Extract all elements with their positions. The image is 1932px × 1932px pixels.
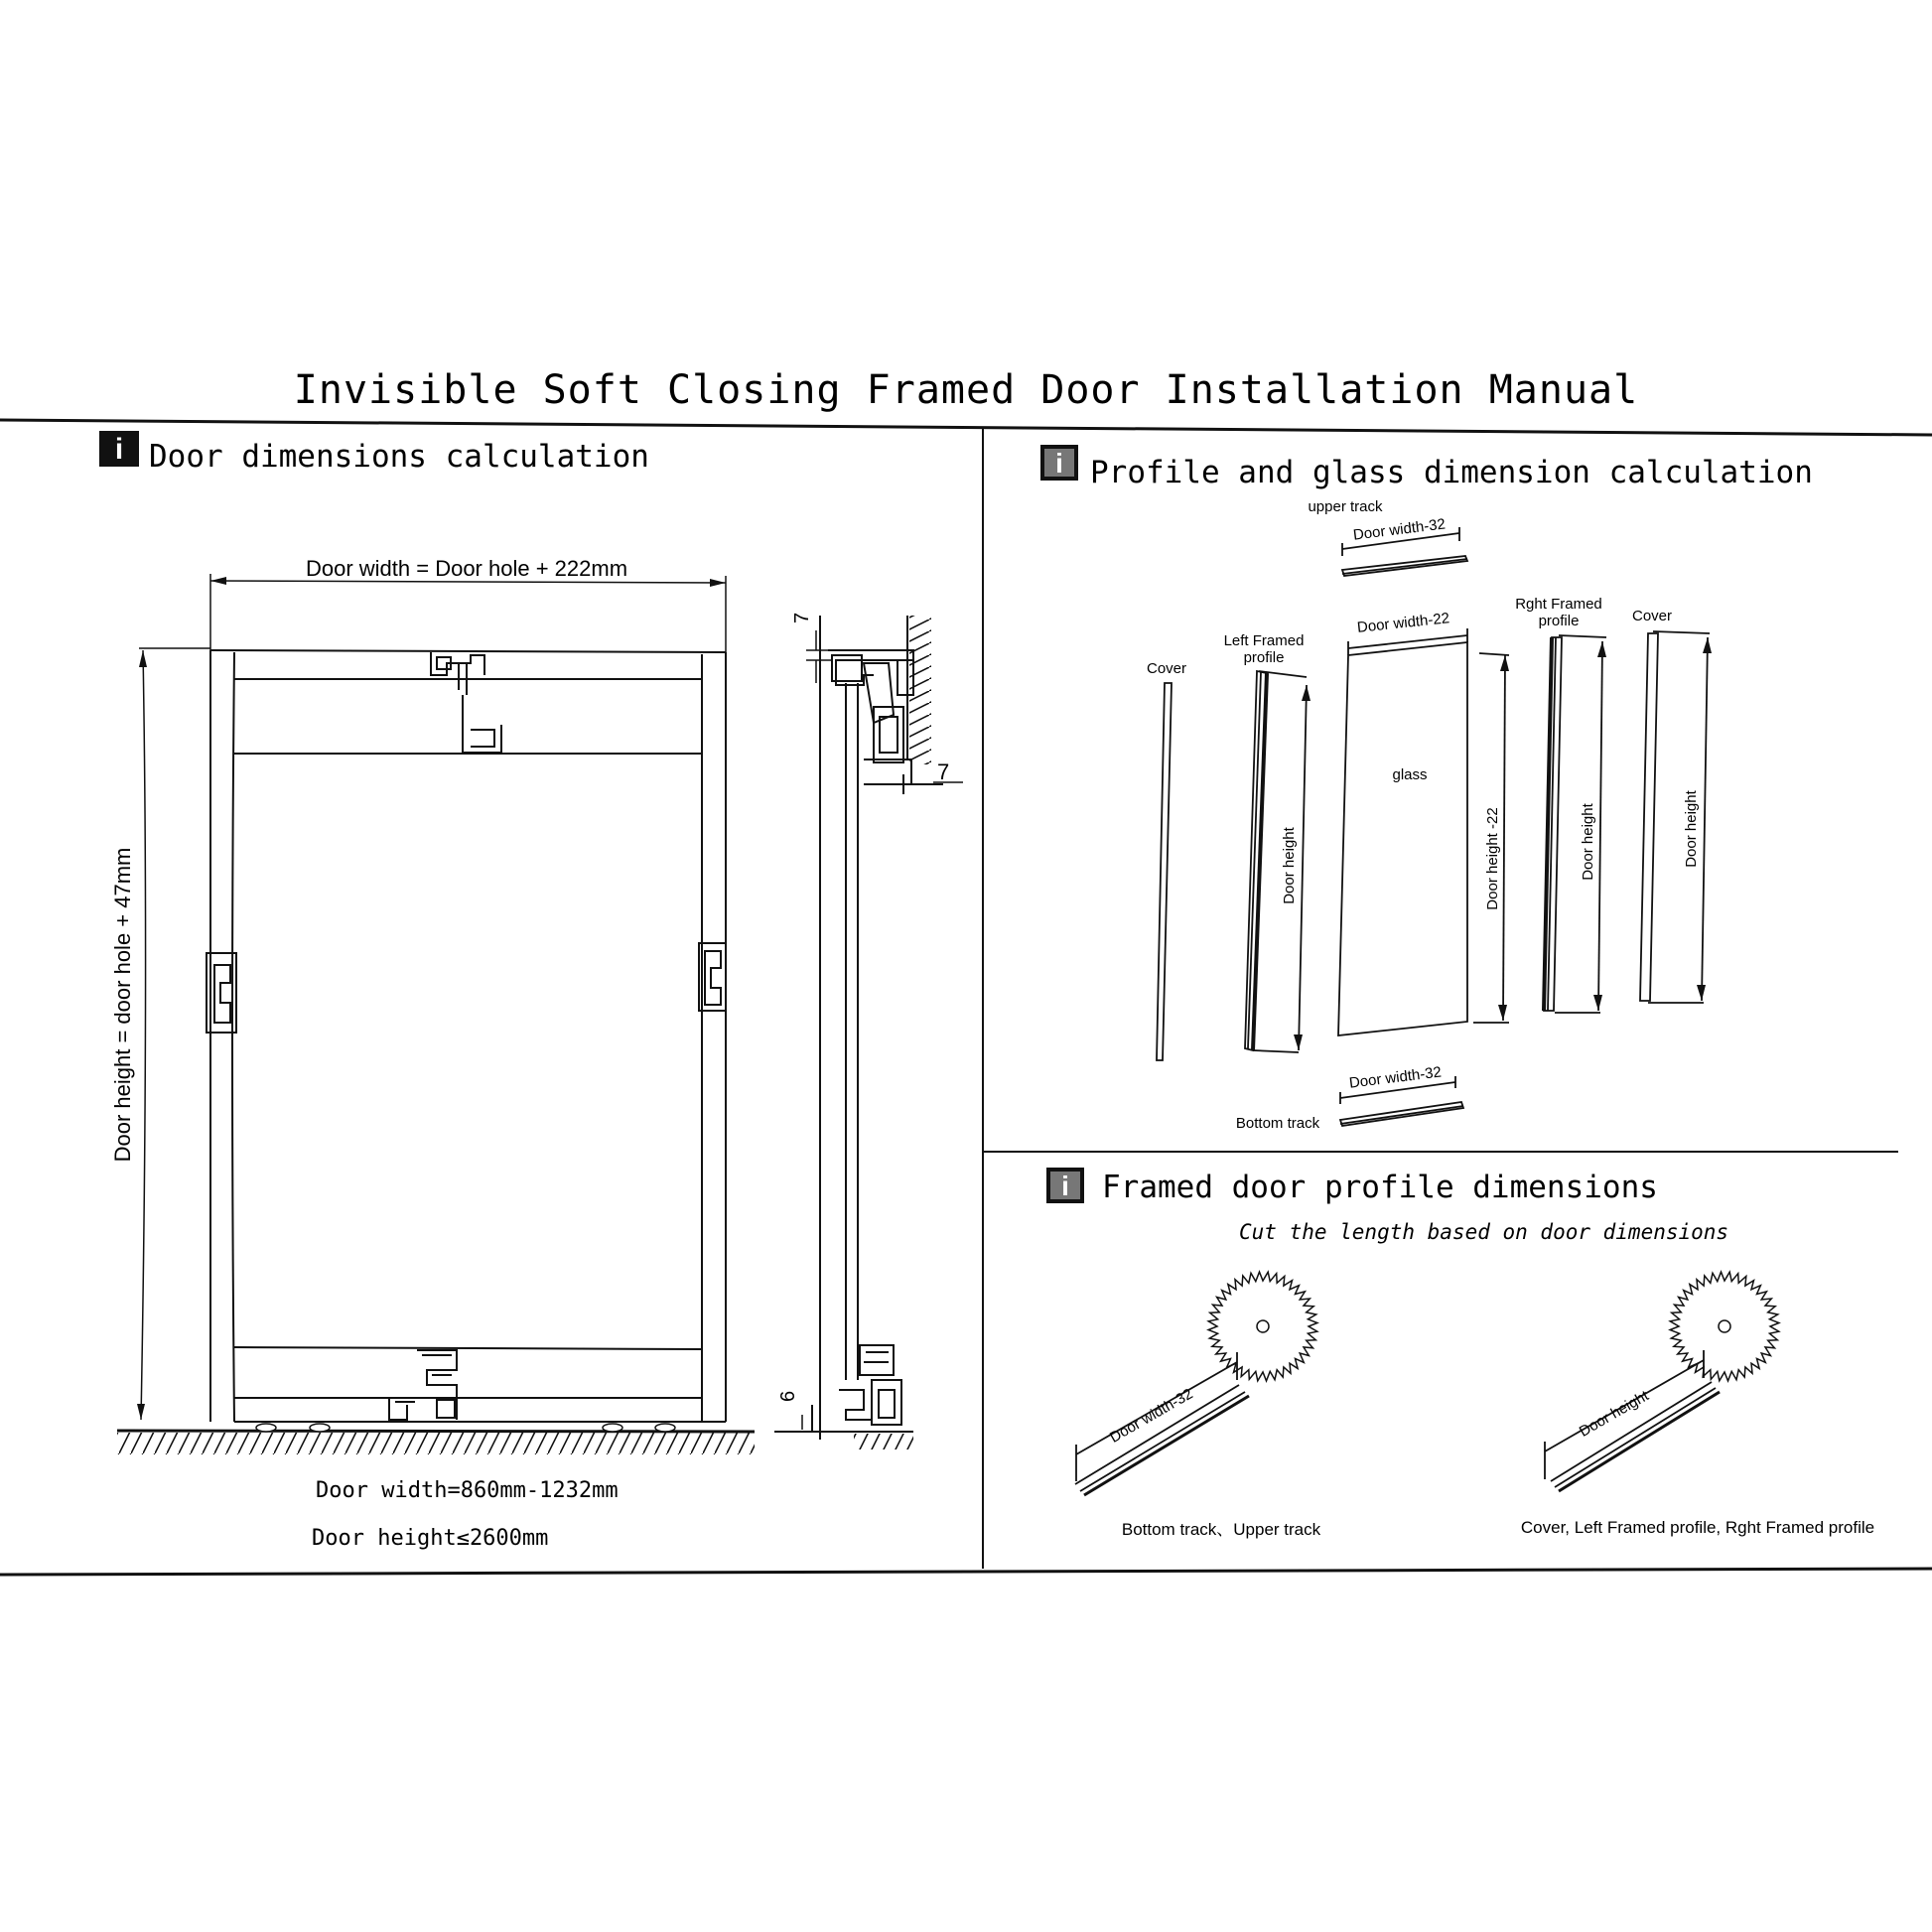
door-height-dimension [137,648,210,1420]
door-width-dimension [210,574,726,655]
wall-hatching [909,616,931,764]
info-icon [99,431,139,467]
cover-left-part [1157,683,1172,1060]
glass-top-dim: Door width-22 [1356,610,1450,636]
track-cut-drawing [1075,1352,1249,1495]
upper-track-label: upper track [1308,498,1383,515]
cover-right-dim: Door height [1683,790,1700,868]
door-frame-drawing [210,650,726,1422]
profile-dimensions-heading: Framed door profile dimensions [1102,1170,1658,1205]
profile-cut-drawing [1545,1350,1720,1491]
door-dimensions-heading: Door dimensions calculation [149,439,649,475]
cover-left-label: Cover [1146,660,1187,677]
svg-text:i: i [1055,448,1063,479]
bottom-track-label: Bottom track [1235,1115,1320,1132]
profile-dimensions-subheading: Cut the length based on door dimensions [1239,1220,1729,1244]
right-cut-dim: Door height [1576,1387,1652,1441]
svg-text:i: i [1061,1171,1069,1201]
left-cut-caption: Bottom track、Upper track [1121,1520,1321,1539]
svg-text:i: i [114,433,124,466]
bottom-rail-profile [389,1350,457,1420]
saw-blade-icon [1208,1272,1317,1381]
detail-dimension-marks [802,630,963,1430]
glass-side-dim: Door height -22 [1484,807,1501,910]
floor-hatching [117,1424,755,1454]
left-profile-dim: Door height [1281,827,1298,904]
dim-7-top: 7 [791,612,813,623]
glass-label: glass [1392,766,1428,783]
info-icon [1046,1168,1084,1203]
bottom-track-dim: Door width-32 [1348,1063,1443,1092]
dim-6-bottom: 6 [777,1390,799,1402]
upper-track-dim: Door width-32 [1352,515,1447,544]
left-cut-dim: Door width-32 [1107,1385,1196,1447]
door-width-formula: Door width = Door hole + 222mm [305,556,628,581]
right-profile-dim: Door height [1580,803,1596,881]
floor-hatching-detail [854,1434,913,1449]
dim-7-right: 7 [937,759,950,784]
left-profile-label-1: Left Framed [1223,632,1305,649]
top-rail-profile [431,652,501,753]
info-icon [1040,445,1078,481]
door-height-formula: Door height = door hole + 47mm [110,847,135,1163]
page-title: Invisible Soft Closing Framed Door Installation Manual [293,367,1639,413]
cover-right-part [1640,631,1712,1003]
door-width-range: Door width=860mm-1232mm [316,1478,619,1503]
right-profile-label-1: Rght Framed [1515,596,1602,613]
profile-glass-heading: Profile and glass dimension calculation [1090,455,1813,490]
right-profile-label-2: profile [1538,613,1580,629]
right-cut-caption: Cover, Left Framed profile, Rght Framed profile [1520,1518,1875,1537]
left-profile-part [1245,671,1311,1052]
cover-right-label: Cover [1631,608,1673,624]
left-profile-label-2: profile [1243,649,1285,666]
right-profile-part [1544,635,1606,1013]
saw-blade-icon [1670,1272,1779,1381]
door-height-range: Door height≤2600mm [312,1526,549,1551]
right-side-profile [699,943,726,1011]
